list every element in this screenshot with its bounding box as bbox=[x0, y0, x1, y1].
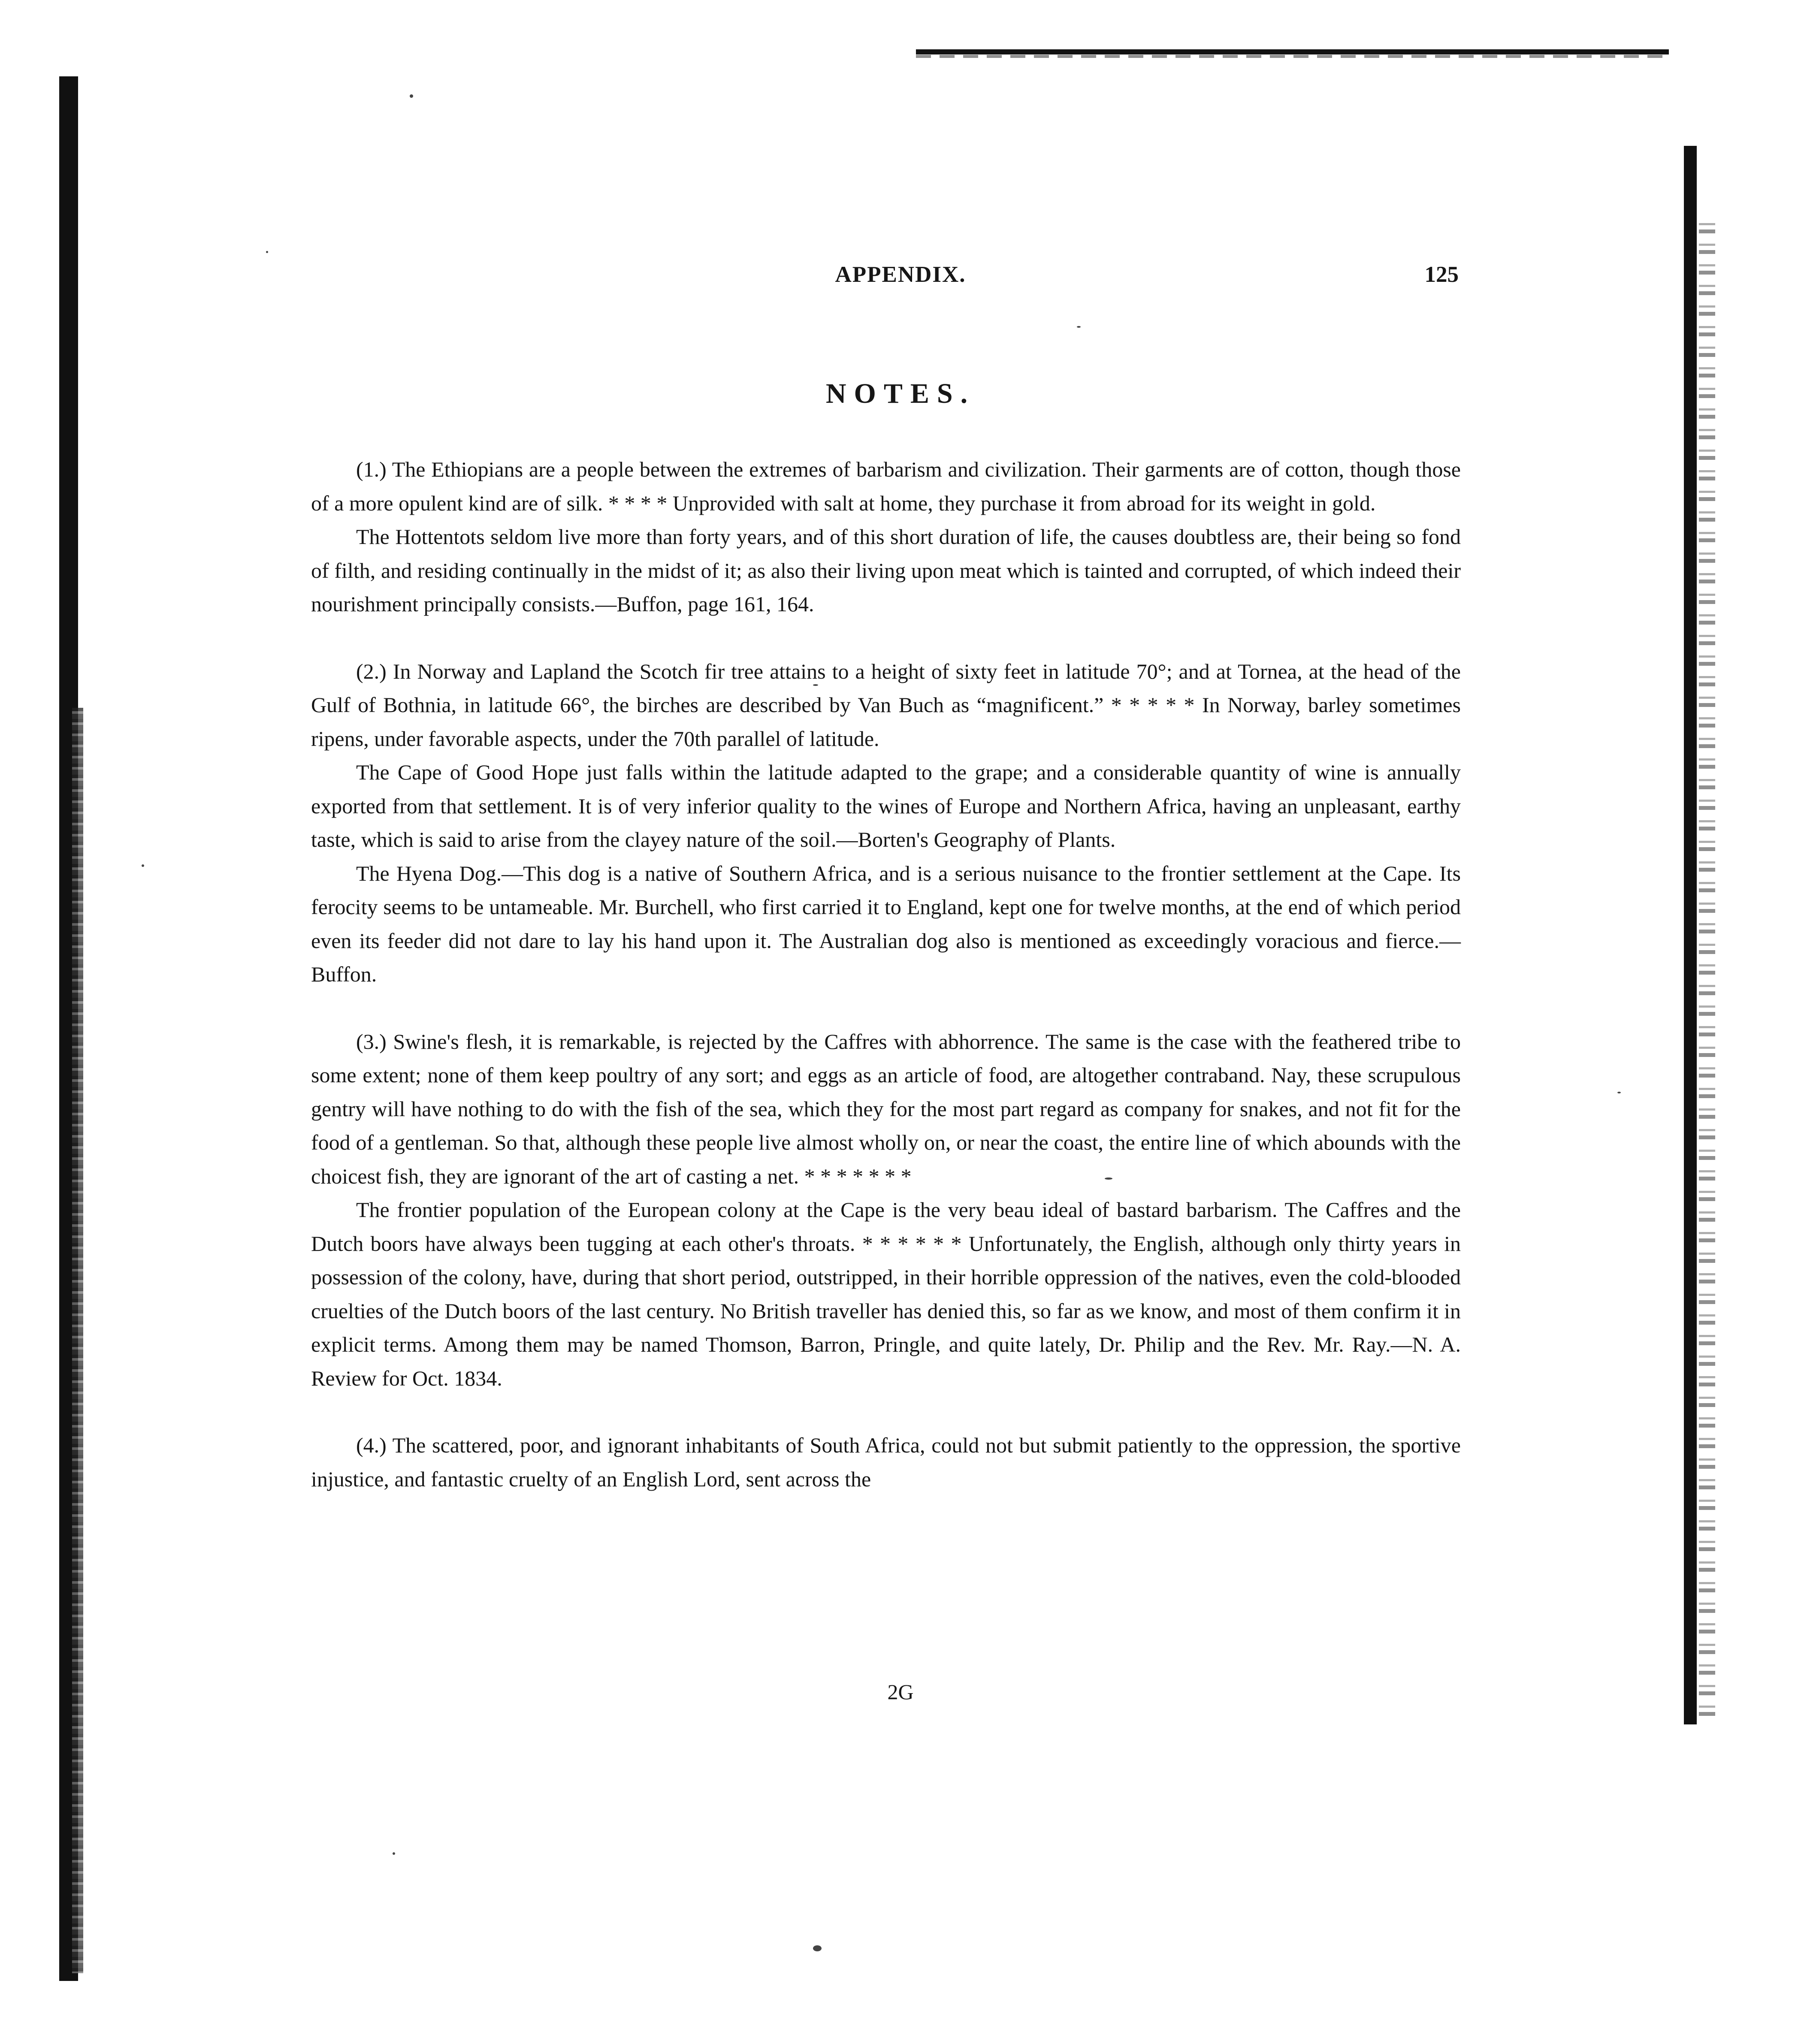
scan-border-top bbox=[916, 49, 1669, 54]
note-spacing bbox=[311, 991, 1461, 1025]
scan-speck bbox=[393, 1852, 395, 1855]
page-number: 125 bbox=[1424, 262, 1459, 287]
scan-speck bbox=[142, 864, 144, 867]
scan-speck bbox=[1617, 1092, 1621, 1093]
note-2-paragraph: The Cape of Good Hope just falls within the latitude adapted to the grape; and a considerable quantity of wine is annually exported from that settlement. It is of very inferior quality to the wines of Europe and Northern Africa, having an unpleasant, earthy taste, which is said to arise from the clayey nature of the soil.—Borten's Geography of Plants. bbox=[311, 760, 1461, 851]
scan-border-right-noise bbox=[1699, 223, 1715, 1716]
note-1-paragraph: The Hottentots seldom live more than forty years, and of this short duration of life, the causes doubtless are, their being so fond of filth, and residing continually in the midst of it; as also their living upon meat which is tainted and corrupted, of which indeed their nourishment principally consists.—Buffon, page 161, 164. bbox=[311, 525, 1461, 616]
note-2-paragraph: The Hyena Dog.—This dog is a native of Southern Africa, and is a serious nuisance to the frontier settlement at the Cape. Its ferocity seems to be untameable. Mr. Burchell, who first carried it to England, kept one for twelve months, at the end of which period even its feeder did not dare to lay his hand upon it. The Australian dog also is mentioned as exceedingly voracious and fierce.—Buffon. bbox=[311, 861, 1461, 986]
scan-speck bbox=[813, 1945, 822, 1951]
scan-speck bbox=[266, 251, 268, 253]
section-title: NOTES. bbox=[825, 378, 976, 409]
note-spacing bbox=[311, 621, 1461, 655]
scan-speck bbox=[1077, 326, 1081, 328]
note-1-paragraph: (1.) The Ethiopians are a people between the extremes of barbarism and civilization. Their garments are of cotton, though those of a more opulent kind are of silk. * * * * Unprovided with salt at home, they purchase it from abroad for its weight in gold. bbox=[311, 457, 1461, 515]
note-4-paragraph: (4.) The scattered, poor, and ignorant inhabitants of South Africa, could not but submit patiently to the oppression, the sportive injustice, and fantastic cruelty of an English Lord, sent across the bbox=[311, 1433, 1461, 1491]
scan-border-top-noise bbox=[916, 55, 1669, 58]
note-3-paragraph: The frontier population of the European colony at the Cape is the very beau ideal of bastard barbarism. The Caffres and the Dutch boors have always been tugging at each other's throats. * * * * * * Unfortunately, the English, although only thirty years in possession of the colony, have, during that short period, outstripped, in their horrible oppression of the natives, even the cold-blooded cruelties of the Dutch boors of the last century. No British traveller has denied this, so far as we know, and most of them confirm it in explicit terms. Among them may be named Thomson, Barron, Pringle, and quite lately, Dr. Philip and the Rev. Mr. Ray.—N. A. Review for Oct. 1834. bbox=[311, 1198, 1461, 1390]
scan-speck bbox=[410, 94, 413, 98]
note-3-paragraph: (3.) Swine's flesh, it is remarkable, is rejected by the Caffres with abhorrence. The same is the case with the feathered tribe to some extent; none of them keep poultry of any sort; and eggs as an article of food, are altogether contraband. Nay, these scrupulous gentry will have nothing to do with the fish of the sea, which they for the most part regard as company for snakes, and not fit for the food of a gentleman. So that, although these people live almost wholly on, or near the coast, the entire line of which abounds with the choicest fish, they are ignorant of the art of casting a net. * * * * * * * bbox=[311, 1029, 1461, 1188]
notes-body bbox=[311, 453, 1461, 1496]
header-title: APPENDIX. bbox=[835, 262, 966, 287]
signature-mark: 2G bbox=[887, 1680, 914, 1704]
note-spacing bbox=[311, 1395, 1461, 1428]
scan-border-left-noise bbox=[72, 708, 83, 1973]
note-2-paragraph: (2.) In Norway and Lapland the Scotch fir tree attains to a height of sixty feet in latitude 70°; and at Tornea, at the head of the Gulf of Bothnia, in latitude 66°, the birches are described by Van Buch as “magnificent.” * * * * * In Norway, barley sometimes ripens, under favorable aspects, under the 70th parallel of latitude. bbox=[311, 659, 1461, 751]
